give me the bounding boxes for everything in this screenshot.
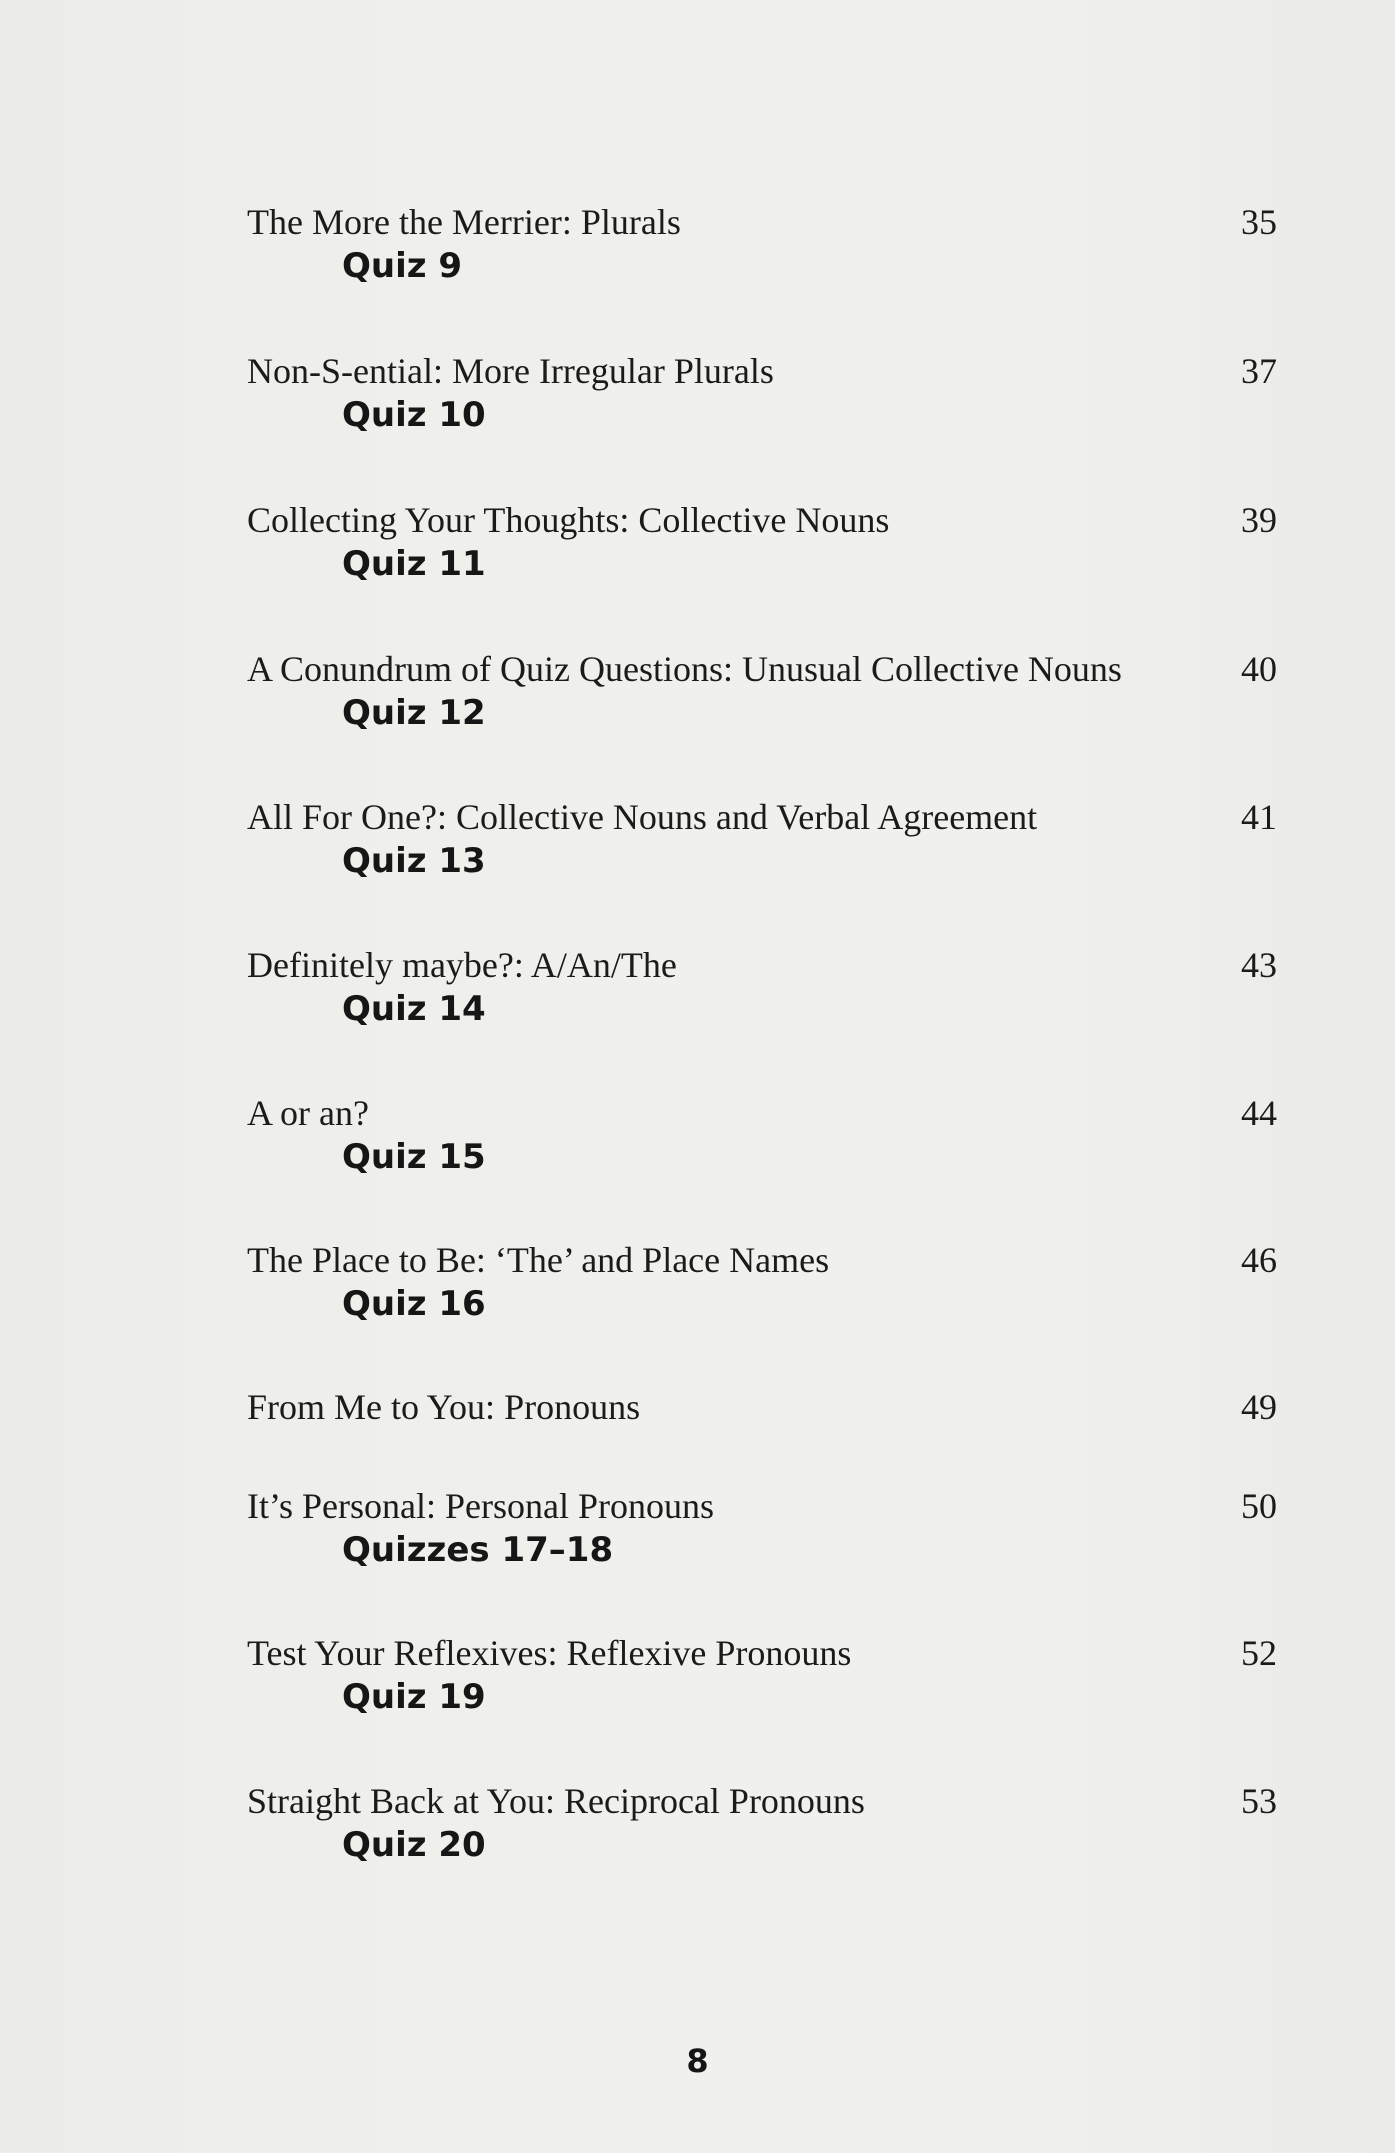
toc-entry [247,198,1277,286]
entry-title: The More the Merrier: Plurals [247,202,681,242]
entry-quiz: Quizzes 17–18 [342,1530,614,1570]
toc-entry [247,496,1277,584]
table-of-contents [247,0,1277,2153]
entry-quiz: Quiz 13 [342,841,486,881]
entry-page-number: 52 [1241,1633,1277,1673]
entry-page-number: 40 [1241,649,1277,689]
entry-title: Test Your Reflexives: Reflexive Pronouns [247,1633,852,1673]
entry-quiz: Quiz 11 [342,544,486,584]
entry-page-number: 39 [1241,500,1277,540]
entry-quiz: Quiz 14 [342,989,486,1029]
entry-quiz: Quiz 15 [342,1137,486,1177]
entry-page-number: 37 [1241,351,1277,391]
toc-entry [247,1383,1277,1431]
entry-title: A or an? [247,1093,369,1133]
entry-quiz: Quiz 20 [342,1825,486,1865]
toc-entry [247,793,1277,881]
entry-page-number: 43 [1241,945,1277,985]
entry-quiz: Quiz 9 [342,246,463,286]
toc-entry [247,1629,1277,1717]
toc-entry [247,1482,1277,1570]
toc-entry [247,1236,1277,1324]
entry-quiz: Quiz 19 [342,1677,486,1717]
toc-entry [247,1777,1277,1865]
entry-title: All For One?: Collective Nouns and Verbal Agreement [247,797,1038,837]
entry-title: The Place to Be: ‘The’ and Place Names [247,1240,830,1280]
toc-entry [247,347,1277,435]
entry-quiz: Quiz 10 [342,395,486,435]
page-number: 8 [686,2042,709,2080]
entry-title: Collecting Your Thoughts: Collective Nouns [247,500,890,540]
entry-title: From Me to You: Pronouns [247,1387,641,1427]
entry-page-number: 44 [1241,1093,1277,1133]
entry-page-number: 41 [1241,797,1277,837]
entry-title: Non-S-ential: More Irregular Plurals [247,351,774,391]
entry-page-number: 49 [1241,1387,1277,1427]
toc-entry [247,645,1277,733]
entry-quiz: Quiz 12 [342,693,486,733]
entry-quiz: Quiz 16 [342,1284,486,1324]
toc-entry [247,1089,1277,1177]
entry-page-number: 50 [1241,1486,1277,1526]
entry-page-number: 53 [1241,1781,1277,1821]
entry-title: Definitely maybe?: A/An/The [247,945,677,985]
entry-title: A Conundrum of Quiz Questions: Unusual Collective Nouns [247,649,1122,689]
entry-title: Straight Back at You: Reciprocal Pronouns [247,1781,865,1821]
entry-page-number: 35 [1241,202,1277,242]
toc-entry [247,941,1277,1029]
entry-title: It’s Personal: Personal Pronouns [247,1486,714,1526]
entry-page-number: 46 [1241,1240,1277,1280]
